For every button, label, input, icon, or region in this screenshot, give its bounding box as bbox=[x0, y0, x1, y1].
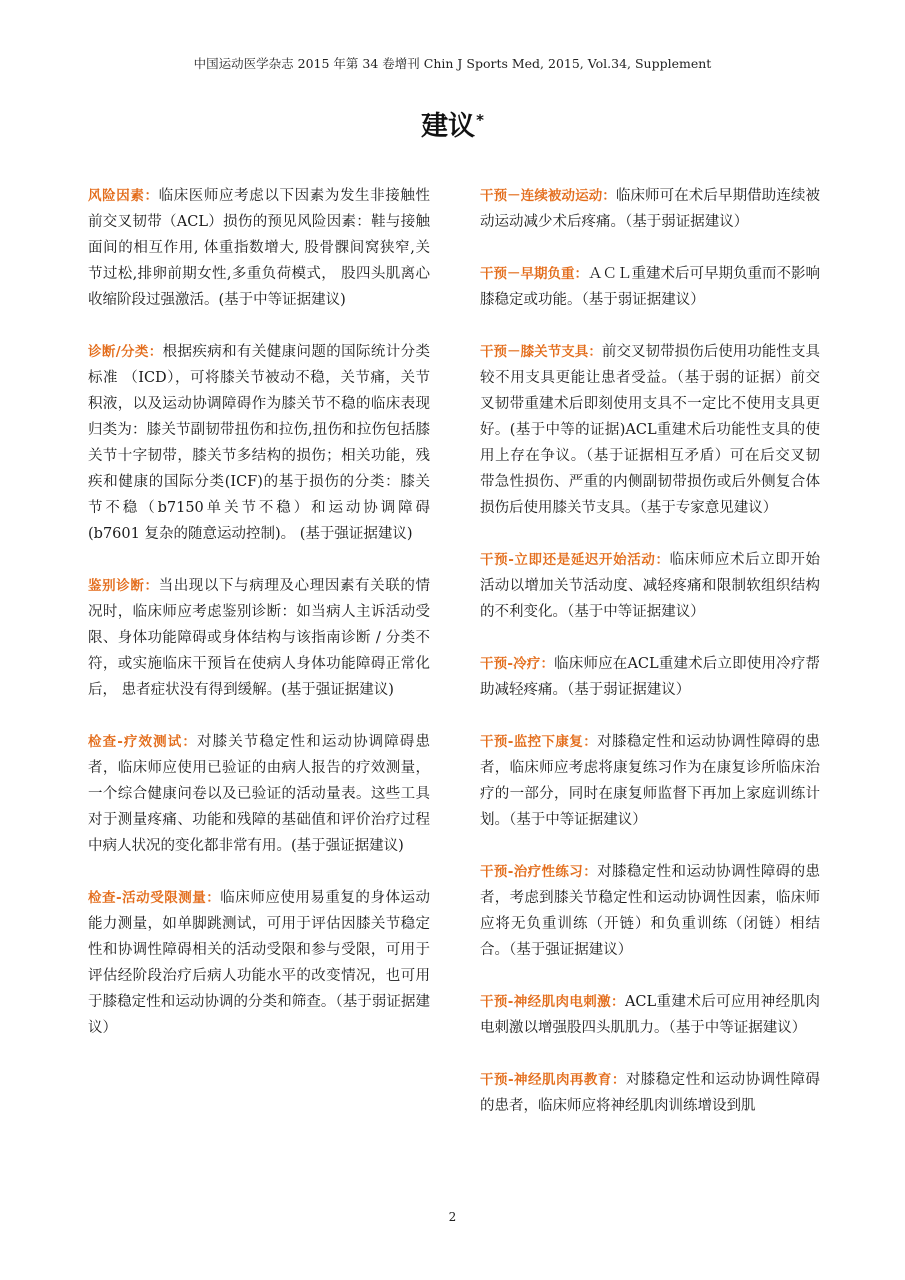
recommendation-heading: 干预-神经肌肉电刺激： bbox=[480, 994, 625, 1010]
recommendation-heading: 干预－连续被动运动： bbox=[480, 188, 616, 204]
recommendation-text: 临床师应术后立即开始活动以增加关节活动度、减轻疼痛和限制软组织结构的不利变化。（基于中等证据建议） bbox=[480, 552, 820, 620]
left-column bbox=[88, 183, 430, 1067]
recommendation-heading: 干预－早期负重： bbox=[480, 266, 588, 282]
recommendation-heading: 干预-治疗性练习： bbox=[480, 864, 598, 880]
recommendation-risk-factors bbox=[88, 183, 430, 313]
journal-header: 中国运动医学杂志 2015 年第 34 卷增刊 Chin J Sports Med, 2015, Vol.34, Supplement bbox=[193, 56, 712, 71]
recommendation-text: 临床师应在ACL重建术后立即使用冷疗帮助减轻疼痛。（基于弱证据建议） bbox=[480, 656, 820, 698]
recommendation-heading: 检查-活动受限测量： bbox=[88, 890, 221, 906]
page-number: 2 bbox=[448, 1210, 457, 1224]
title-text: 建议 bbox=[421, 111, 476, 142]
recommendation-text: 当出现以下与病理及心理因素有关联的情况时，临床师应考虑鉴别诊断：如当病人主诉活动受限、身体功能障碍或身体结构与该指南诊断 / 分类不符，或实施临床干预旨在使病人身体功能障碍正常化后， 患者症状没有得到缓解。(基于强证据建议) bbox=[88, 578, 431, 698]
recommendation-heading: 风险因素： bbox=[88, 188, 159, 204]
recommendation-text: 临床师可在术后早期借助连续被动运动减少术后疼痛。（基于弱证据建议） bbox=[480, 188, 821, 230]
recommendation-cryotherapy bbox=[480, 651, 820, 703]
recommendation-text: 对膝稳定性和运动协调性障碍的患者，考虑到膝关节稳定性和运动协调性因素，临床师应将无负重训练（开链）和负重训练（闭链）相结合。（基于强证据建议） bbox=[480, 864, 821, 958]
recommendation-text: 对膝稳定性和运动协调性障碍的患者，临床师应将神经肌肉训练增设到肌 bbox=[480, 1072, 820, 1114]
page-title bbox=[0, 104, 905, 143]
recommendation-differential-diagnosis bbox=[88, 573, 430, 703]
recommendation-heading: 鉴别诊断： bbox=[88, 578, 159, 594]
recommendation-text: ACL重建术后可应用神经肌肉电刺激以增强股四头肌肌力。（基于中等证据建议） bbox=[480, 994, 820, 1036]
recommendation-text: 临床医师应考虑以下因素为发生非接触性前交叉韧带（ACL）损伤的预见风险因素：鞋与接触面间的相互作用, 体重指数增大, 股骨髁间窝狭窄,关节过松,排卵前期女性,多重负荷模式， 股四头肌离心收缩阶段过强激活。(基于中等证据建议) bbox=[88, 188, 431, 308]
recommendation-text: ＡＣＬ重建术后可早期负重而不影响膝稳定或功能。（基于弱证据建议） bbox=[480, 266, 820, 308]
recommendation-heading: 干预-神经肌肉再教育： bbox=[480, 1072, 626, 1088]
recommendation-heading: 检查-疗效测试： bbox=[88, 734, 197, 750]
recommendation-outcome-measures bbox=[88, 729, 430, 859]
title-footnote-mark: * bbox=[476, 111, 484, 129]
recommendation-supervised-rehab bbox=[480, 729, 820, 833]
recommendation-neuromuscular-reeducation bbox=[480, 1067, 820, 1119]
recommendation-heading: 诊断/分类： bbox=[88, 344, 163, 360]
recommendation-heading: 干预－膝关节支具： bbox=[480, 344, 602, 360]
recommendation-therapeutic-exercise bbox=[480, 859, 820, 963]
recommendation-text: 临床师应使用易重复的身体运动能力测量，如单脚跳测试，可用于评估因膝关节稳定性和协调性障碍相关的活动受限和参与受限，可用于评估经阶段治疗后病人功能水平的改变情况，也可用于膝稳定性和运动协调的分类和筛查。（基于弱证据建议） bbox=[88, 890, 431, 1036]
recommendation-mobilization-timing bbox=[480, 547, 820, 625]
recommendation-cpm bbox=[480, 183, 820, 235]
right-column bbox=[480, 183, 820, 1145]
recommendation-early-weight-bearing bbox=[480, 261, 820, 313]
recommendation-activity-limitation bbox=[88, 885, 430, 1041]
recommendation-text: 对膝关节稳定性和运动协调障碍患者，临床师应使用已验证的由病人报告的疗效测量，一个综合健康问卷以及已验证的活动量表。这些工具对于测量疼痛、功能和残障的基础值和评价治疗过程中病人状况的变化都非常有用。(基于强证据建议) bbox=[88, 734, 431, 854]
recommendation-heading: 干预-监控下康复： bbox=[480, 734, 598, 750]
recommendation-text: 前交叉韧带损伤后使用功能性支具较不用支具更能让患者受益。（基于弱的证据）前交叉韧带重建术后即刻使用支具不一定比不使用支具更好。(基于中等的证据)ACL重建术后功能性支具的使用上存在争议。（基于证据相互矛盾）可在后交叉韧带急性损伤、严重的内侧副韧带损伤或后外侧复合体损伤后使用膝关节支具。（基于专家意见建议） bbox=[480, 344, 821, 516]
recommendation-diagnosis bbox=[88, 339, 430, 547]
recommendation-text: 对膝稳定性和运动协调性障碍的患者，临床师应考虑将康复练习作为在康复诊所临床治疗的一部分，同时在康复师监督下再加上家庭训练计划。（基于中等证据建议） bbox=[480, 734, 821, 828]
recommendation-heading: 干预-冷疗： bbox=[480, 656, 555, 672]
recommendation-text: 根据疾病和有关健康问题的国际统计分类标准 （ICD），可将膝关节被动不稳，关节痛，关节积液，以及运动协调障碍作为膝关节不稳的临床表现归类为：膝关节副韧带扭伤和拉伤,扭伤和拉伤包括膝关节十字韧带，膝关节多结构的损伤；相关功能，残疾和健康的国际分类(ICF)的基于损伤的分类：膝关节不稳（b7150单关节不稳）和运动协调障碍(b7601 复杂的随意运动控制)。 (基于强证据建议) bbox=[88, 344, 430, 542]
recommendation-heading: 干预-立即还是延迟开始活动： bbox=[480, 552, 670, 568]
recommendation-nmes bbox=[480, 989, 820, 1041]
recommendation-knee-bracing bbox=[480, 339, 820, 521]
